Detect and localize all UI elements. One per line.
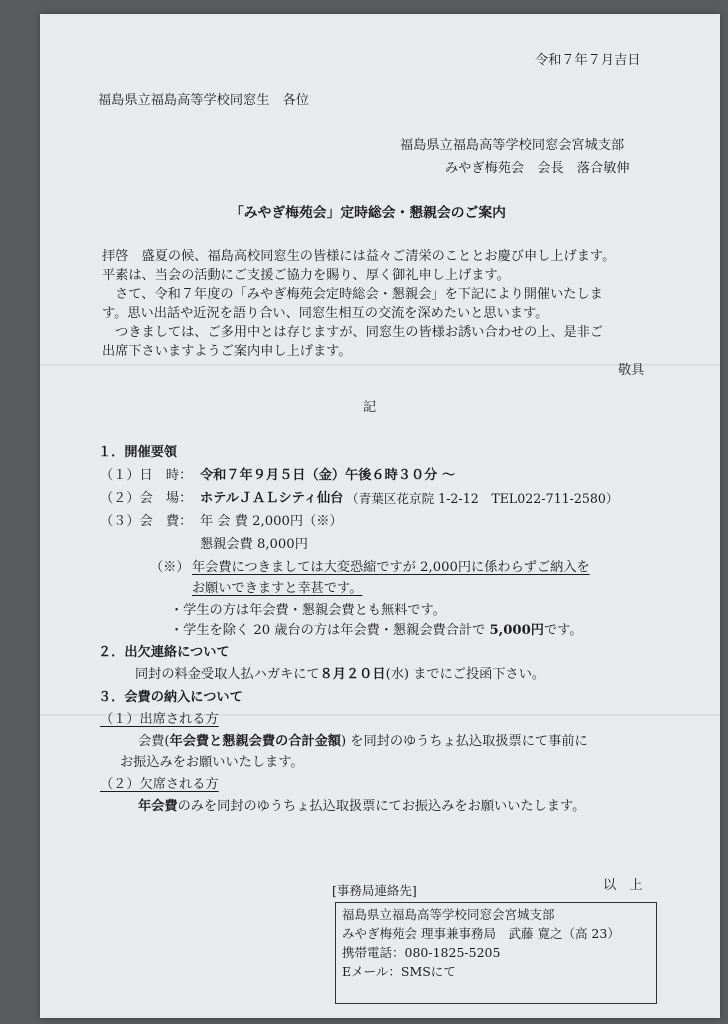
attend-pre: 会費( — [138, 734, 170, 749]
attend-post: ) を同封のゆうちょ払込取扱票にて事前に — [340, 734, 588, 749]
note-line: お願いできますと幸甚です。 — [192, 581, 363, 596]
bullet-text: です。 — [543, 623, 583, 638]
date-value: 令和７年９月５日（金）午後６時３０分 ～ — [200, 468, 456, 483]
ki-mark: 記 — [363, 400, 377, 415]
attend-bold: 年会費と懇親会費の合計金額 — [169, 734, 341, 749]
note-mark: （※） — [150, 560, 190, 575]
contact-line: 福島県立福島高等学校同窓会宮城支部 — [342, 907, 555, 922]
letter-paper — [40, 14, 720, 1018]
bullet-amount: 5,000円 — [489, 623, 544, 638]
section1-heading: １．開催要領 — [98, 445, 178, 460]
sender-org: 福島県立福島高等学校同窓会宮城支部 — [400, 138, 625, 153]
attend-heading: （１）出席される方 — [100, 712, 219, 727]
venue-address: （青葉区花京院 1-2-12 TEL022-711-2580） — [346, 491, 619, 506]
rsvp-text-pre: 同封の料金受取人払ハガキにて — [135, 667, 320, 682]
body-line: す。思い出話や近況を語り合い、同窓生相互の交流を深めたいと思います。 — [102, 306, 549, 321]
fee-label: （３）会 費： — [100, 514, 193, 529]
absent-post: のみを同封のゆうちょ払込取扱票にてお振込みをお願いいたします。 — [177, 799, 586, 814]
contact-line: Eメール：SMSにて — [342, 964, 456, 979]
closing: 敬具 — [618, 363, 645, 378]
contact-box — [335, 902, 657, 1004]
date-label: （１）日 時： — [100, 468, 193, 483]
contact-line: みやぎ梅苑会 理事兼事務局 武藤 寛之（高 23） — [342, 926, 620, 941]
absent-heading: （２）欠席される方 — [100, 777, 219, 792]
student-bullet: ・学生の方は年会費・懇親会費とも無料です。 — [170, 603, 446, 618]
venue-label: （２）会 場： — [100, 491, 193, 506]
absent-text — [138, 798, 585, 816]
body-line: さて、令和７年度の「みやぎ梅苑会定時総会・懇親会」を下記により開催いたしま — [102, 287, 603, 302]
rsvp-text — [135, 666, 545, 684]
letter-title: 「みやぎ梅苑会」定時総会・懇親会のご案内 — [230, 205, 506, 221]
body-line: 出席下さいますようご案内申し上げます。 — [102, 344, 352, 359]
body-line: 拝啓 盛夏の候、福島高校同窓生の皆様には益々ご清栄のこととお慶び申し上げます。 — [102, 249, 616, 264]
ijou: 以 上 — [603, 878, 643, 893]
body-line: 平素は、当会の活動にご支援ご協力を賜り、厚く御礼申し上げます。 — [102, 268, 510, 283]
twenties-bullet — [170, 622, 582, 640]
venue-value: ホテルＪＡＬシティ仙台 — [200, 491, 344, 506]
section3-heading: ３．会費の納入について — [98, 690, 243, 705]
absent-bold: 年会費 — [138, 799, 178, 814]
fee-annual: 年 会 費 2,000円（※） — [200, 514, 343, 529]
rsvp-text-post: (水) までにご投函下さい。 — [385, 667, 546, 682]
contact-line: 携帯電話：080-1825-5205 — [342, 945, 501, 960]
addressee: 福島県立福島高等学校同窓生 各位 — [98, 93, 309, 108]
fee-party: 懇親会費 8,000円 — [200, 537, 308, 552]
attend-text — [138, 733, 588, 751]
letter-date: 令和７年７月吉日 — [535, 53, 641, 68]
bullet-text: ・学生を除く 20 歳台の方は年会費・懇親会費合計で — [170, 623, 490, 638]
note-line: 年会費につきましては大変恐縮ですが 2,000円に係わらずご納入を — [192, 560, 590, 575]
sender-person: みやぎ梅苑会 会長 落合敏伸 — [445, 161, 630, 176]
attend-line2: お振込みをお願いいたします。 — [120, 755, 304, 770]
contact-label: [事務局連絡先] — [332, 883, 417, 898]
rsvp-deadline: ８月２０日 — [319, 667, 386, 682]
body-line: つきましては、ご多用中とは存じますが、同窓生の皆様お誘い合わせの上、是非ご — [102, 325, 604, 340]
section2-heading: ２．出欠連絡について — [98, 645, 230, 660]
